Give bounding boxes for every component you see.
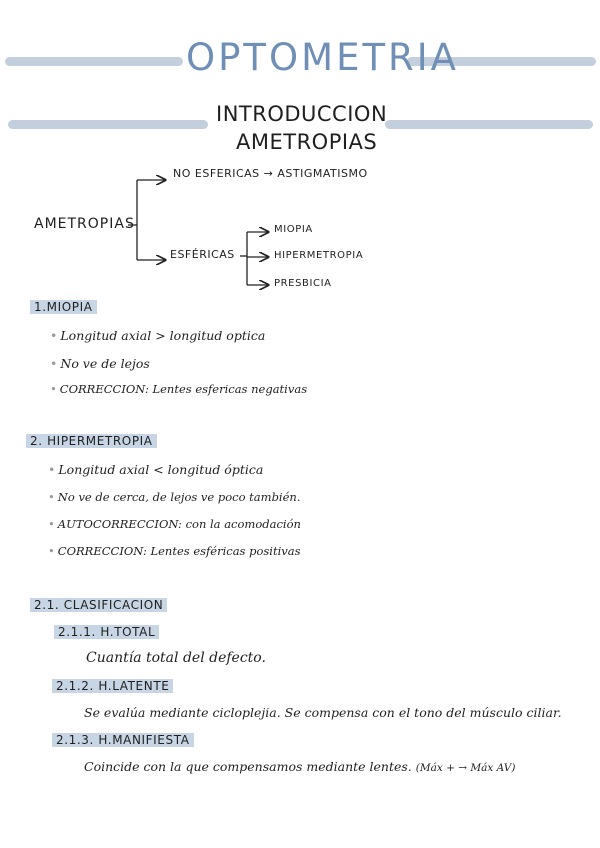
leaf-presbicia: PRESBICIA xyxy=(274,278,332,289)
h-manifiesta-note: (Máx + → Máx AV) xyxy=(415,762,516,774)
subtitle-ametropias: AMETROPIAS xyxy=(236,130,378,154)
leaf-miopia: MIOPIA xyxy=(274,224,313,235)
miopia-bullet-1: • Longitud axial > longitud optica xyxy=(50,328,265,343)
hipermetropia-bullet-2: • No ve de cerca, de lejos ve poco también. xyxy=(48,490,300,504)
diagram-no-esfericas xyxy=(173,167,368,180)
page-title: OPTOMETRIA xyxy=(186,36,459,79)
subtitle-introduccion: INTRODUCCION xyxy=(216,102,388,126)
heading-h-manifiesta: 2.1.3. H.MANIFIESTA xyxy=(52,733,194,747)
heading-miopia: 1.MIOPIA xyxy=(30,300,97,314)
heading-clasificacion: 2.1. CLASIFICACION xyxy=(30,598,167,612)
diagram-root: AMETROPIAS xyxy=(34,216,135,232)
h-latente-text: Se evalúa mediante cicloplejia. Se compensa con el tono del músculo ciliar. xyxy=(84,705,562,720)
h-manifiesta-text: Coincide con la que compensamos mediante lentes. xyxy=(84,759,412,774)
hipermetropia-bullet-4: • CORRECCION: Lentes esféricas positivas xyxy=(48,544,301,558)
heading-h-total: 2.1.1. H.TOTAL xyxy=(54,625,159,639)
heading-h-latente: 2.1.2. H.LATENTE xyxy=(52,679,173,693)
arrow-right-icon: → xyxy=(263,167,274,180)
h-manifiesta-row xyxy=(84,759,515,774)
miopia-bullet-3: • CORRECCION: Lentes esfericas negativas xyxy=(50,382,307,396)
h-total-text: Cuantía total del defecto. xyxy=(86,650,266,666)
diagram-esfericas: ESFÉRICAS xyxy=(170,248,235,261)
leaf-hipermetropia: HIPERMETROPIA xyxy=(274,250,364,261)
no-esfericas-label: NO ESFERICAS xyxy=(173,167,260,180)
miopia-bullet-2: • No ve de lejos xyxy=(50,356,150,371)
hipermetropia-bullet-1: • Longitud axial < longitud óptica xyxy=(48,462,263,477)
heading-hipermetropia: 2. HIPERMETROPIA xyxy=(26,434,157,448)
hipermetropia-bullet-3: • AUTOCORRECCION: con la acomodación xyxy=(48,517,301,531)
astigmatismo-label: ASTIGMATISMO xyxy=(277,167,368,180)
